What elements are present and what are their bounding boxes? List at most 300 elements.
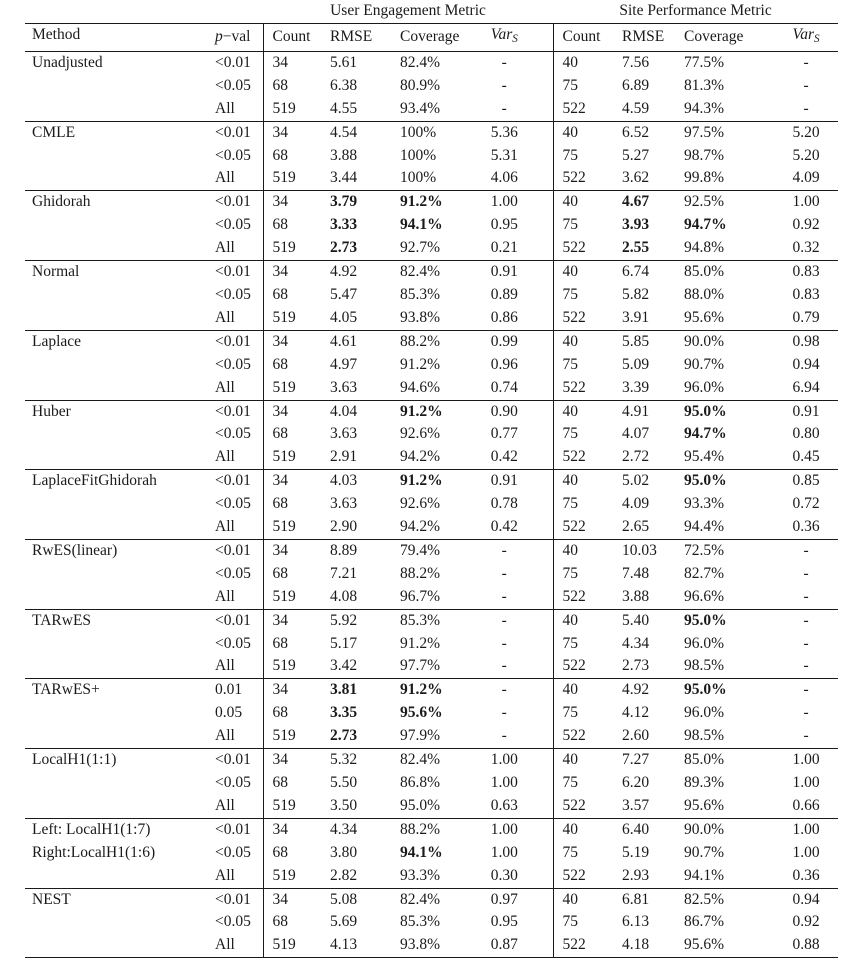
cell-vars-uem: 0.91: [480, 470, 553, 493]
cell-vars-spm: 0.85: [774, 470, 838, 493]
cell-count-spm: 522: [553, 655, 622, 678]
cell-rmse-spm: 5.40: [622, 609, 684, 632]
cell-count-spm: 522: [553, 167, 622, 190]
table-row: [25, 191, 838, 214]
cell-count-spm: 522: [553, 586, 622, 609]
cell-count-uem: 519: [263, 586, 330, 609]
cell-rmse-uem: 3.35: [330, 704, 358, 722]
cell-rmse-spm: 2.72: [622, 448, 650, 466]
cell-rmse-spm: 4.34: [622, 634, 650, 652]
cell-vars-spm: 0.83: [774, 261, 838, 284]
table-row: [25, 400, 838, 423]
group-header-user-engagement: User Engagement Metric: [263, 0, 553, 23]
cell-vars-uem: 0.42: [490, 518, 518, 536]
cell-rmse-spm: 5.85: [622, 330, 684, 353]
cell-vars-uem: 0.90: [480, 400, 553, 423]
cell-rmse-spm: 5.82: [622, 285, 650, 303]
cell-vars-spm: 0.32: [792, 239, 820, 257]
cell-vars-spm: 0.94: [774, 888, 838, 911]
cell-rmse-spm: 3.88: [622, 587, 650, 605]
cell-count-spm: 75: [553, 772, 622, 795]
cell-rmse-spm: 5.02: [622, 470, 684, 493]
cell-coverage-spm: 95.6%: [684, 796, 725, 814]
cell-rmse-spm: 4.59: [622, 99, 650, 117]
cell-coverage-spm: 94.1%: [684, 866, 725, 884]
pval-cell: All: [215, 308, 235, 326]
cell-vars-uem: 0.91: [480, 261, 553, 284]
cell-count-uem: 34: [263, 539, 330, 562]
cell-coverage-spm: 72.5%: [684, 539, 774, 562]
cell-vars-spm: -: [803, 76, 809, 94]
cell-vars-uem: 1.00: [480, 749, 553, 772]
cell-rmse-spm: 7.48: [622, 564, 650, 582]
cell-rmse-uem: 5.61: [330, 51, 400, 74]
cell-vars-uem: -: [501, 564, 507, 582]
cell-rmse-spm: 5.19: [622, 843, 650, 861]
method-label: TARwES+: [32, 681, 100, 699]
table-row: [25, 818, 838, 841]
cell-vars-uem: 0.95: [490, 216, 518, 234]
pval-cell: All: [215, 866, 235, 884]
cell-coverage-spm: 82.5%: [684, 888, 774, 911]
cell-rmse-uem: 2.90: [330, 518, 358, 536]
cell-vars-spm: 0.80: [792, 425, 820, 443]
cell-rmse-uem: 5.50: [330, 774, 358, 792]
cell-rmse-uem: 4.92: [330, 261, 400, 284]
cell-count-uem: 519: [263, 865, 330, 888]
pval-cell: All: [215, 727, 235, 745]
cell-coverage-uem: 88.2%: [400, 818, 480, 841]
cell-count-uem: 68: [263, 563, 330, 586]
pval-cell: All: [215, 936, 235, 954]
cell-rmse-spm: 4.12: [622, 704, 650, 722]
cell-vars-spm: 5.20: [774, 121, 838, 144]
cell-coverage-uem: 97.9%: [400, 727, 441, 745]
group-header-spacer: [25, 0, 263, 23]
cell-coverage-spm: 94.7%: [684, 425, 727, 443]
cell-coverage-spm: 99.8%: [684, 169, 725, 187]
cell-vars-spm: -: [803, 587, 809, 605]
cell-vars-uem: 0.42: [490, 448, 518, 466]
cell-coverage-uem: 91.2%: [400, 679, 480, 702]
cell-rmse-uem: 3.79: [330, 191, 400, 214]
cell-rmse-uem: 2.91: [330, 448, 358, 466]
cell-coverage-spm: 94.3%: [684, 99, 725, 117]
table-row: [25, 121, 838, 144]
cell-vars-spm: 0.98: [774, 330, 838, 353]
pval-cell: <0.01: [215, 191, 263, 214]
cell-rmse-spm: 5.27: [622, 146, 650, 164]
method-cell: [25, 400, 215, 470]
cell-vars-uem: 0.63: [490, 796, 518, 814]
cell-coverage-uem: 92.7%: [400, 239, 441, 257]
pval-cell: <0.05: [215, 564, 251, 582]
pval-cell: <0.01: [215, 330, 263, 353]
cell-count-spm: 75: [553, 702, 622, 725]
cell-coverage-uem: 96.7%: [400, 587, 441, 605]
cell-count-uem: 68: [263, 842, 330, 865]
cell-vars-spm: 1.00: [792, 843, 820, 861]
cell-vars-uem: 0.21: [490, 239, 518, 257]
cell-count-spm: 522: [553, 98, 622, 121]
cell-coverage-uem: 100%: [400, 146, 437, 164]
method-label: RwES(linear): [32, 541, 118, 559]
cell-coverage-uem: 82.4%: [400, 888, 480, 911]
method-label: CMLE: [32, 123, 76, 141]
cell-rmse-uem: 3.63: [330, 495, 358, 513]
cell-count-uem: 68: [263, 493, 330, 516]
method-cell: [25, 749, 215, 819]
cell-coverage-spm: 90.7%: [684, 843, 725, 861]
cell-coverage-spm: 95.6%: [684, 936, 725, 954]
cell-count-uem: 34: [263, 749, 330, 772]
cell-vars-uem: -: [501, 634, 507, 652]
cell-count-uem: 68: [263, 145, 330, 168]
pval-cell: All: [215, 657, 235, 675]
cell-rmse-uem: 3.88: [330, 146, 358, 164]
table-row: [25, 470, 838, 493]
col-header-method: Method: [25, 23, 215, 51]
col-header-vars-spm: Var$_S$: [774, 23, 838, 51]
cell-rmse-uem: 4.54: [330, 121, 400, 144]
cell-rmse-spm: 3.91: [622, 308, 650, 326]
cell-rmse-spm: 6.13: [622, 913, 650, 931]
group-header-row: [25, 0, 838, 23]
group-header-site-performance: Site Performance Metric: [553, 0, 838, 23]
cell-vars-uem: -: [501, 587, 507, 605]
cell-vars-spm: -: [803, 634, 809, 652]
cell-vars-spm: 6.94: [792, 378, 820, 396]
method-label: Ghidorah: [32, 193, 91, 211]
cell-count-spm: 40: [553, 330, 622, 353]
pval-cell: All: [215, 239, 235, 257]
col-header-vars-uem: Var$_S$: [480, 23, 553, 51]
method-cell: [25, 191, 215, 261]
cell-rmse-uem: 4.03: [330, 470, 400, 493]
cell-count-spm: 75: [553, 354, 622, 377]
cell-coverage-uem: 93.8%: [400, 936, 441, 954]
pval-cell: <0.05: [215, 843, 251, 861]
cell-count-spm: 522: [553, 377, 622, 400]
cell-coverage-uem: 94.2%: [400, 518, 441, 536]
cell-vars-spm: 0.92: [792, 216, 820, 234]
cell-vars-spm: 0.79: [792, 308, 820, 326]
cell-count-spm: 40: [553, 191, 622, 214]
method-cell: [25, 818, 215, 888]
cell-coverage-spm: 86.7%: [684, 913, 725, 931]
cell-count-uem: 34: [263, 51, 330, 74]
table-row: [25, 51, 838, 74]
cell-count-uem: 519: [263, 307, 330, 330]
cell-vars-spm: 0.92: [792, 913, 820, 931]
pval-cell: <0.01: [215, 261, 263, 284]
cell-coverage-uem: 93.4%: [400, 99, 441, 117]
table-row: [25, 261, 838, 284]
cell-coverage-uem: 97.7%: [400, 657, 441, 675]
cell-count-spm: 40: [553, 679, 622, 702]
method-label: TARwES: [32, 611, 92, 629]
cell-count-spm: 40: [553, 261, 622, 284]
pval-cell: All: [215, 518, 235, 536]
table-row: [25, 749, 838, 772]
cell-coverage-uem: 85.3%: [400, 609, 480, 632]
pval-cell: <0.01: [215, 818, 263, 841]
cell-coverage-uem: 91.2%: [400, 400, 480, 423]
pval-cell: All: [215, 448, 235, 466]
cell-rmse-uem: 3.44: [330, 169, 358, 187]
cell-vars-spm: 0.66: [792, 796, 820, 814]
pval-cell: <0.01: [215, 888, 263, 911]
cell-count-uem: 68: [263, 772, 330, 795]
cell-coverage-uem: 88.2%: [400, 564, 441, 582]
cell-count-spm: 40: [553, 818, 622, 841]
cell-count-spm: 75: [553, 842, 622, 865]
pval-cell: <0.01: [215, 609, 263, 632]
cell-vars-uem: -: [501, 76, 507, 94]
cell-vars-uem: 1.00: [490, 774, 518, 792]
cell-rmse-uem: 8.89: [330, 539, 400, 562]
cell-rmse-spm: 4.91: [622, 400, 684, 423]
cell-vars-uem: -: [480, 539, 553, 562]
cell-vars-spm: -: [803, 704, 809, 722]
method-cell: [25, 888, 215, 958]
pval-cell: <0.05: [215, 76, 251, 94]
cell-vars-spm: 4.09: [792, 169, 820, 187]
cell-coverage-uem: 94.6%: [400, 378, 441, 396]
method-label: LaplaceFitGhidorah: [32, 472, 157, 490]
cell-vars-uem: 0.95: [490, 913, 518, 931]
cell-count-spm: 75: [553, 633, 622, 656]
col-header-coverage-uem: Coverage: [400, 23, 480, 51]
cell-rmse-spm: 6.89: [622, 76, 650, 94]
col-header-pval: p−val: [215, 23, 263, 51]
cell-rmse-uem: 3.50: [330, 796, 358, 814]
cell-vars-uem: 0.97: [480, 888, 553, 911]
table-row: [25, 609, 838, 632]
method-cell: [25, 470, 215, 540]
cell-count-uem: 68: [263, 75, 330, 98]
pval-cell: <0.01: [215, 51, 263, 74]
col-header-coverage-spm: Coverage: [684, 23, 774, 51]
cell-count-uem: 519: [263, 795, 330, 818]
cell-coverage-uem: 92.6%: [400, 495, 441, 513]
cell-coverage-spm: 94.8%: [684, 239, 725, 257]
cell-count-uem: 519: [263, 167, 330, 190]
col-header-rmse-uem: RMSE: [330, 23, 400, 51]
cell-rmse-uem: 2.73: [330, 239, 358, 257]
cell-coverage-uem: 95.0%: [400, 796, 441, 814]
cell-coverage-uem: 94.1%: [400, 843, 443, 861]
cell-count-spm: 522: [553, 725, 622, 748]
col-header-count-spm: Count: [553, 23, 622, 51]
cell-count-spm: 75: [553, 423, 622, 446]
cell-rmse-spm: 2.93: [622, 866, 650, 884]
cell-count-spm: 40: [553, 749, 622, 772]
cell-vars-spm: -: [774, 51, 838, 74]
pval-cell: <0.01: [215, 470, 263, 493]
cell-coverage-spm: 90.7%: [684, 355, 725, 373]
cell-coverage-spm: 95.0%: [684, 470, 774, 493]
cell-rmse-uem: 3.33: [330, 216, 358, 234]
cell-count-spm: 75: [553, 214, 622, 237]
cell-coverage-uem: 95.6%: [400, 704, 443, 722]
cell-count-spm: 40: [553, 51, 622, 74]
cell-coverage-spm: 90.0%: [684, 330, 774, 353]
cell-vars-spm: 1.00: [774, 191, 838, 214]
cell-coverage-spm: 96.0%: [684, 704, 725, 722]
cell-count-uem: 34: [263, 121, 330, 144]
cell-rmse-uem: 3.63: [330, 425, 358, 443]
pval-cell: <0.05: [215, 285, 251, 303]
cell-count-spm: 75: [553, 493, 622, 516]
cell-vars-uem: -: [480, 51, 553, 74]
cell-coverage-uem: 91.2%: [400, 470, 480, 493]
cell-coverage-uem: 86.8%: [400, 774, 441, 792]
cell-vars-uem: 5.36: [480, 121, 553, 144]
pval-cell: <0.05: [215, 495, 251, 513]
cell-count-uem: 34: [263, 888, 330, 911]
cell-vars-uem: -: [480, 679, 553, 702]
cell-coverage-spm: 89.3%: [684, 774, 725, 792]
pval-cell: 0.05: [215, 704, 243, 722]
cell-rmse-spm: 2.73: [622, 657, 650, 675]
method-cell: [25, 679, 215, 749]
pval-cell: <0.05: [215, 634, 251, 652]
cell-count-uem: 519: [263, 725, 330, 748]
cell-coverage-spm: 95.4%: [684, 448, 725, 466]
cell-coverage-spm: 94.7%: [684, 216, 727, 234]
cell-coverage-uem: 82.4%: [400, 261, 480, 284]
pval-cell: <0.05: [215, 774, 251, 792]
cell-count-uem: 34: [263, 191, 330, 214]
cell-count-uem: 34: [263, 609, 330, 632]
cell-count-spm: 75: [553, 145, 622, 168]
pval-cell: <0.01: [215, 400, 263, 423]
cell-rmse-uem: 5.92: [330, 609, 400, 632]
method-label: Unadjusted: [32, 53, 103, 71]
cell-coverage-uem: 91.2%: [400, 191, 480, 214]
cell-count-spm: 75: [553, 75, 622, 98]
cell-count-uem: 68: [263, 214, 330, 237]
cell-vars-uem: 0.87: [490, 936, 518, 954]
cell-vars-uem: 1.00: [480, 191, 553, 214]
cell-vars-uem: -: [501, 727, 507, 745]
method-label: NEST: [32, 890, 71, 908]
cell-rmse-uem: 3.63: [330, 378, 358, 396]
method-cell: [25, 609, 215, 679]
cell-coverage-spm: 98.5%: [684, 657, 725, 675]
cell-count-spm: 522: [553, 934, 622, 957]
table-row: [25, 539, 838, 562]
cell-count-uem: 34: [263, 330, 330, 353]
cell-vars-uem: 4.06: [490, 169, 518, 187]
cell-rmse-spm: 4.07: [622, 425, 650, 443]
cell-vars-uem: 0.96: [490, 355, 518, 373]
cell-rmse-spm: 3.62: [622, 169, 650, 187]
cell-rmse-uem: 2.82: [330, 866, 358, 884]
cell-vars-uem: 0.30: [490, 866, 518, 884]
cell-rmse-spm: 4.92: [622, 679, 684, 702]
cell-count-spm: 522: [553, 237, 622, 260]
cell-coverage-spm: 90.0%: [684, 818, 774, 841]
pval-cell: All: [215, 169, 235, 187]
cell-coverage-uem: 94.1%: [400, 216, 443, 234]
cell-vars-uem: 0.86: [490, 308, 518, 326]
cell-rmse-uem: 3.81: [330, 679, 400, 702]
method-label: Huber: [32, 402, 71, 420]
cell-vars-spm: -: [803, 727, 809, 745]
cell-coverage-spm: 85.0%: [684, 261, 774, 284]
cell-count-uem: 68: [263, 423, 330, 446]
cell-vars-uem: 0.99: [480, 330, 553, 353]
cell-coverage-uem: 82.4%: [400, 749, 480, 772]
cell-count-spm: 40: [553, 121, 622, 144]
cell-vars-uem: 1.00: [480, 818, 553, 841]
method-cell: [25, 330, 215, 400]
cell-vars-spm: 0.91: [774, 400, 838, 423]
cell-rmse-uem: 6.38: [330, 76, 358, 94]
cell-coverage-uem: 91.2%: [400, 355, 441, 373]
cell-rmse-spm: 3.39: [622, 378, 650, 396]
cell-vars-uem: -: [501, 99, 507, 117]
cell-rmse-uem: 4.55: [330, 99, 358, 117]
cell-rmse-spm: 10.03: [622, 539, 684, 562]
cell-coverage-uem: 93.8%: [400, 308, 441, 326]
cell-rmse-uem: 4.34: [330, 818, 400, 841]
cell-vars-uem: -: [480, 609, 553, 632]
pval-cell: <0.05: [215, 425, 251, 443]
pval-cell: <0.05: [215, 913, 251, 931]
method-cell: [25, 539, 215, 609]
cell-rmse-uem: 3.42: [330, 657, 358, 675]
cell-coverage-uem: 85.3%: [400, 285, 441, 303]
cell-rmse-uem: 4.13: [330, 936, 358, 954]
cell-coverage-spm: 96.0%: [684, 378, 725, 396]
pval-cell: 0.01: [215, 679, 263, 702]
cell-rmse-spm: 4.67: [622, 191, 684, 214]
cell-vars-spm: 0.83: [792, 285, 820, 303]
cell-coverage-uem: 82.4%: [400, 51, 480, 74]
cell-count-spm: 75: [553, 284, 622, 307]
method-cell: [25, 51, 215, 121]
cell-coverage-uem: 100%: [400, 121, 480, 144]
cell-count-uem: 519: [263, 934, 330, 957]
cell-rmse-spm: 7.56: [622, 51, 684, 74]
cell-coverage-spm: 94.4%: [684, 518, 725, 536]
cell-rmse-spm: 6.40: [622, 818, 684, 841]
pval-cell: <0.01: [215, 539, 263, 562]
cell-coverage-uem: 85.3%: [400, 913, 441, 931]
cell-count-uem: 68: [263, 284, 330, 307]
cell-vars-uem: 0.89: [490, 285, 518, 303]
cell-count-uem: 68: [263, 354, 330, 377]
cell-coverage-spm: 93.3%: [684, 495, 725, 513]
cell-count-uem: 519: [263, 377, 330, 400]
cell-count-uem: 68: [263, 911, 330, 934]
table-row: [25, 330, 838, 353]
method-label: Laplace: [32, 332, 82, 350]
method-label: Left: LocalH1(1:7): [32, 820, 151, 838]
cell-rmse-spm: 6.74: [622, 261, 684, 284]
cell-count-uem: 68: [263, 702, 330, 725]
pval-cell: <0.05: [215, 146, 251, 164]
cell-coverage-uem: 94.2%: [400, 448, 441, 466]
pval-cell: <0.01: [215, 121, 263, 144]
method-cell: [25, 121, 215, 191]
cell-coverage-spm: 95.0%: [684, 609, 774, 632]
pval-cell: All: [215, 587, 235, 605]
cell-vars-spm: 0.72: [792, 495, 820, 513]
